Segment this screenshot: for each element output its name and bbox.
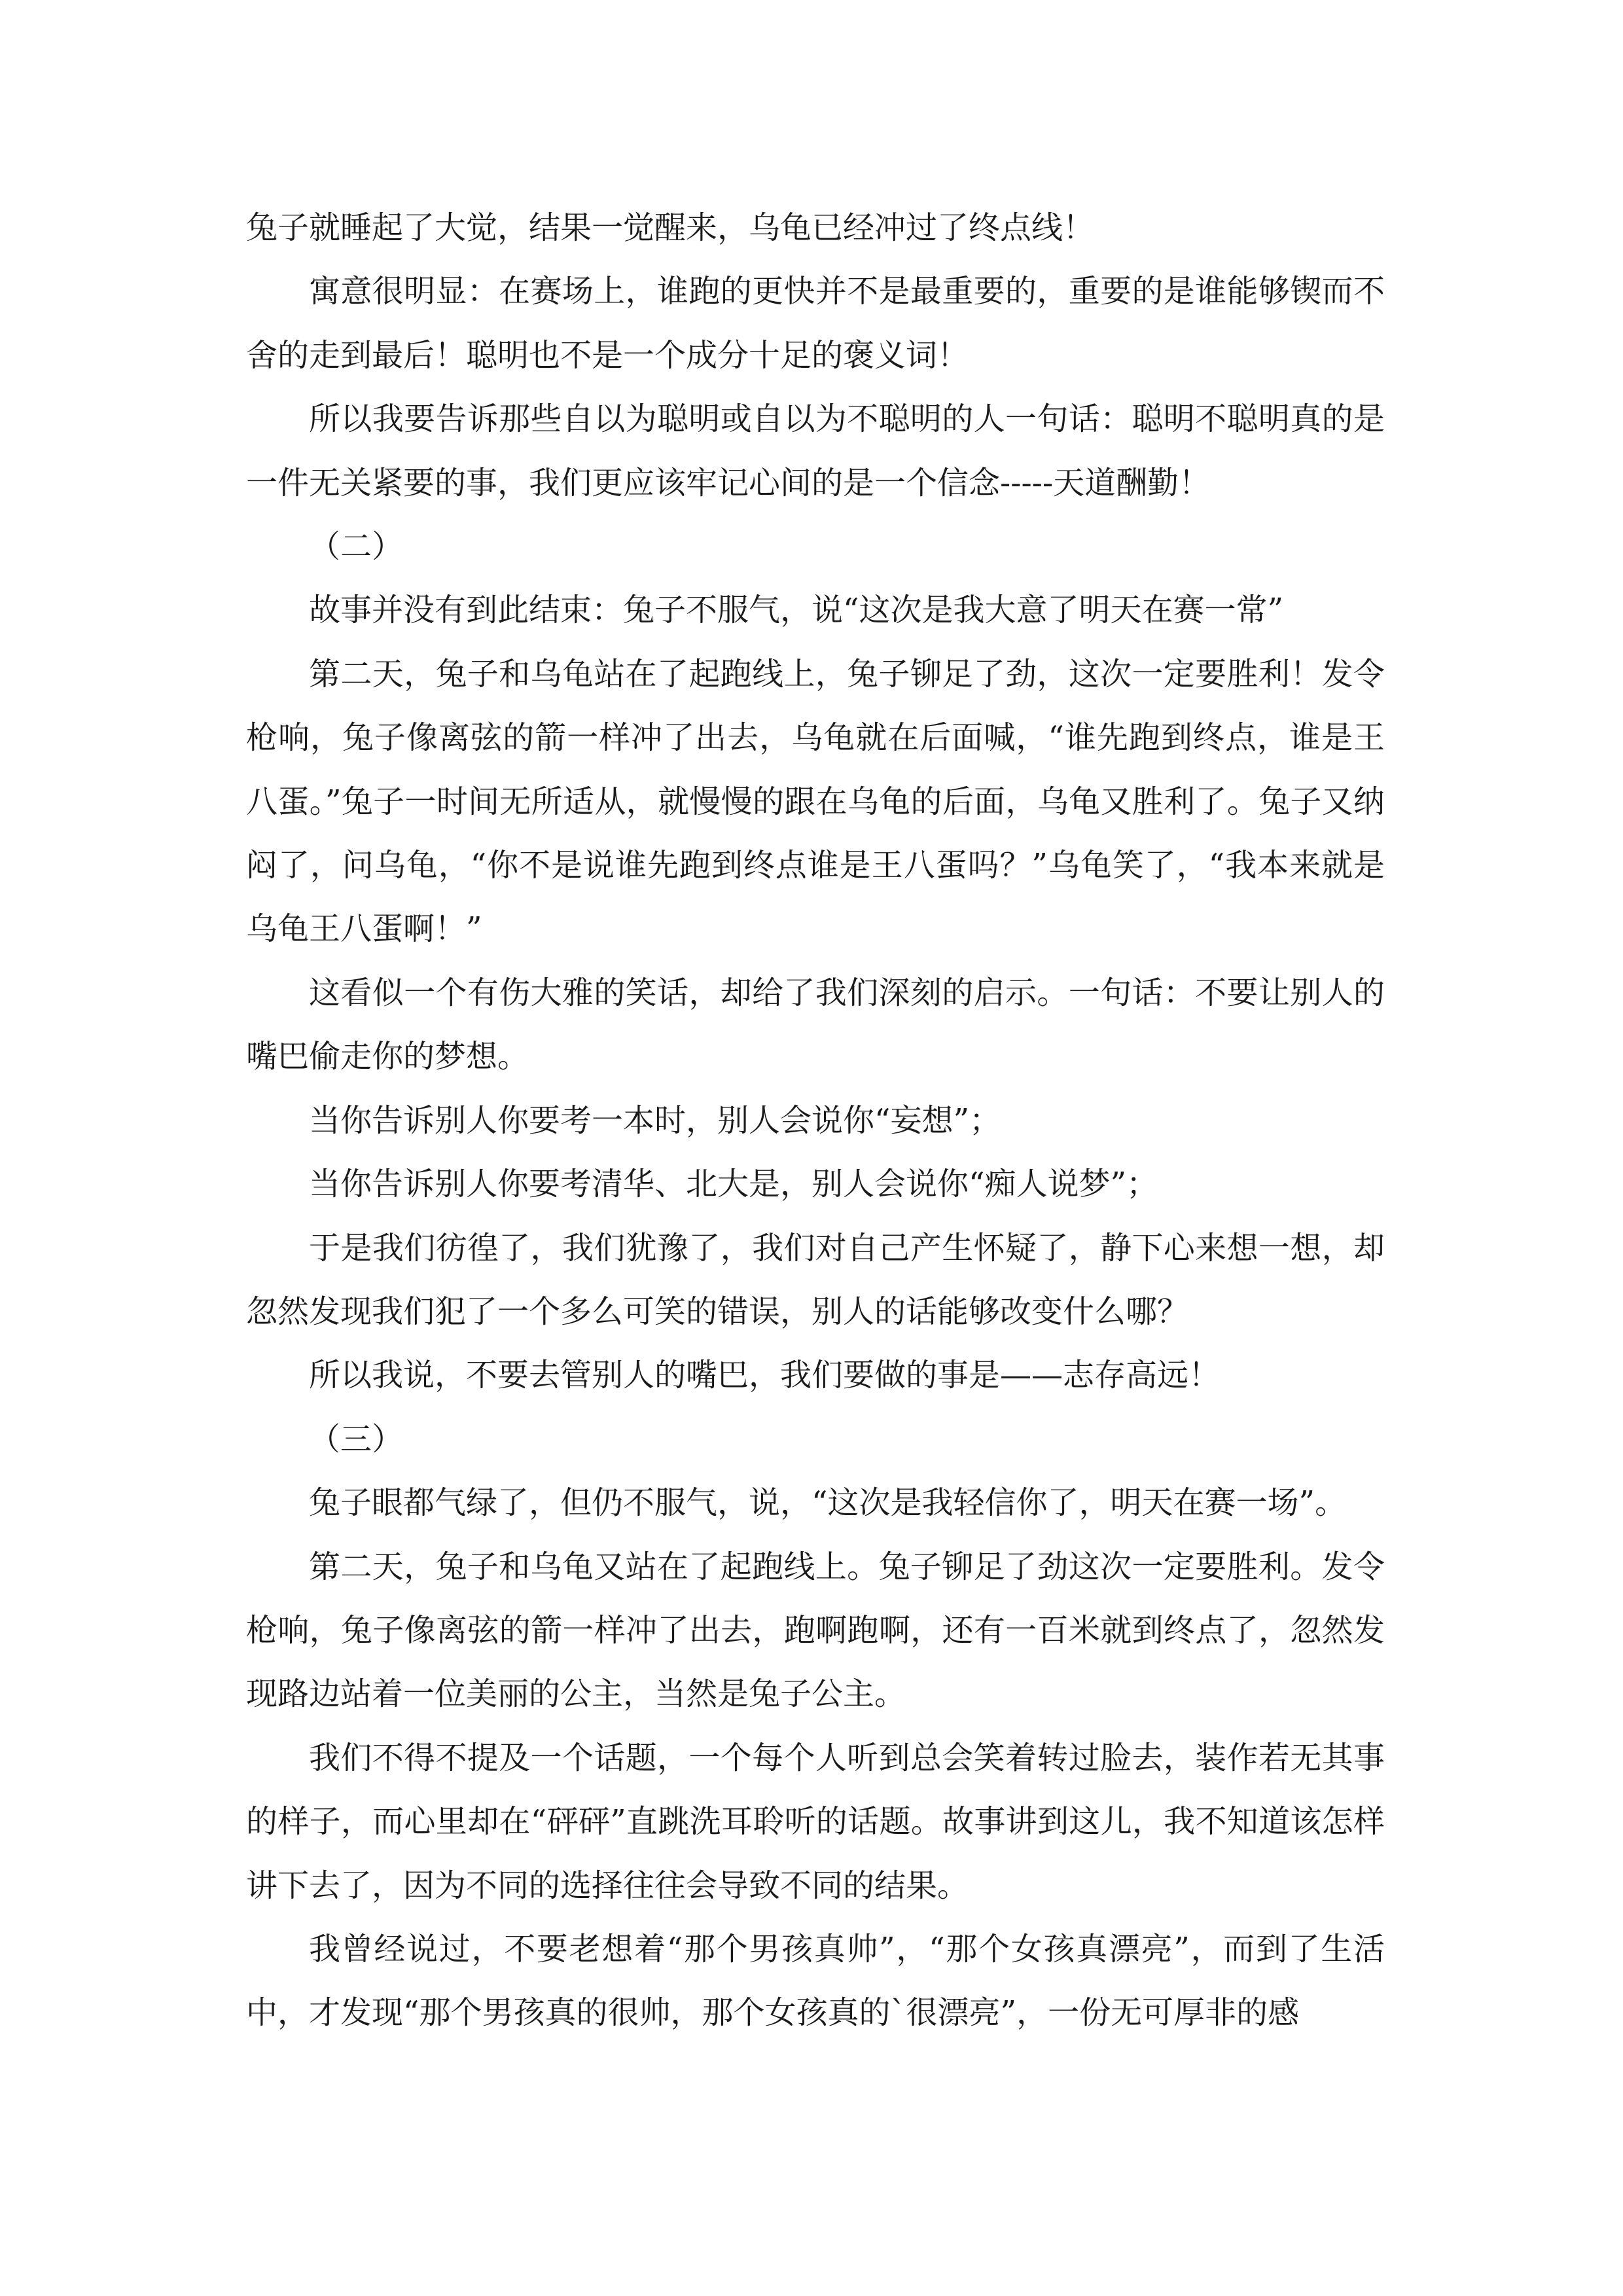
section-heading-3: （三） [309,1420,404,1458]
paragraph-6: 这看似一个有伤大雅的笑话，却给了我们深刻的启示。一句话：不要让别人的嘴巴偷走你的梦想。 [246,974,1385,1075]
paragraph-12: 第二天，兔子和乌龟又站在了起跑线上。兔子铆足了劲这次一定要胜利。发令枪响，兔子像离弦的箭一样冲了出去，跑啊跑啊，还有一百米就到终点了，忽然发现路边站着一位美丽的公主，当然是兔子公主。 [246,1548,1385,1713]
paragraph-5: 第二天，兔子和乌龟站在了起跑线上，兔子铆足了劲，这次一定要胜利！发令枪响，兔子像离弦的箭一样冲了出去，乌龟就在后面喊，“谁先跑到终点，谁是王八蛋。”兔子一时间无所适从，就慢慢的跟在乌龟的后面，乌龟又胜利了。兔子又纳闷了，问乌龟，“你不是说谁先跑到终点谁是王八蛋吗？”乌龟笑了，“我本来就是乌龟王八蛋啊！” [246,655,1385,948]
paragraph-3: 所以我要告诉那些自以为聪明或自以为不聪明的人一句话：聪明不聪明真的是一件无关紧要的事，我们更应该牢记心间的是一个信念-----天道酬勤！ [246,401,1385,501]
section-heading-2: （二） [309,528,404,565]
paragraph-11: 兔子眼都气绿了，但仍不服气，说，“这次是我轻信你了，明天在赛一场”。 [309,1484,1347,1522]
paragraph-7: 当你告诉别人你要考一本时，别人会说你“妄想”； [309,1102,1001,1139]
paragraph-8: 当你告诉别人你要考清华、北大是，别人会说你“痴人说梦”； [309,1166,1158,1203]
paragraph-10: 所以我说，不要去管别人的嘴巴，我们要做的事是——志存高远！ [309,1357,1221,1394]
paragraph-4: 故事并没有到此结束：兔子不服气，说“这次是我大意了明天在赛一常” [309,592,1284,629]
document-body [246,196,1385,2045]
paragraph-2: 寓意很明显：在赛场上，谁跑的更快并不是最重要的，重要的是谁能够锲而不舍的走到最后！聪明也不是一个成分十足的褒义词！ [246,273,1385,374]
paragraph-9: 于是我们彷徨了，我们犹豫了，我们对自己产生怀疑了，静下心来想一想，却忽然发现我们犯了一个多么可笑的错误，别人的话能够改变什么哪？ [246,1229,1385,1330]
paragraph-13: 我们不得不提及一个话题，一个每个人听到总会笑着转过脸去，装作若无其事的样子，而心里却在“砰砰”直跳洗耳聆听的话题。故事讲到这儿，我不知道该怎样讲下去了，因为不同的选择往往会导致不同的结果。 [246,1739,1385,1904]
paragraph-14: 我曾经说过，不要老想着“那个男孩真帅”，“那个女孩真漂亮”，而到了生活中，才发现“那个男孩真的很帅，那个女孩真的`很漂亮”，一份无可厚非的感 [246,1930,1385,2032]
paragraph-1: 兔子就睡起了大觉，结果一觉醒来，乌龟已经冲过了终点线！ [246,209,1095,246]
